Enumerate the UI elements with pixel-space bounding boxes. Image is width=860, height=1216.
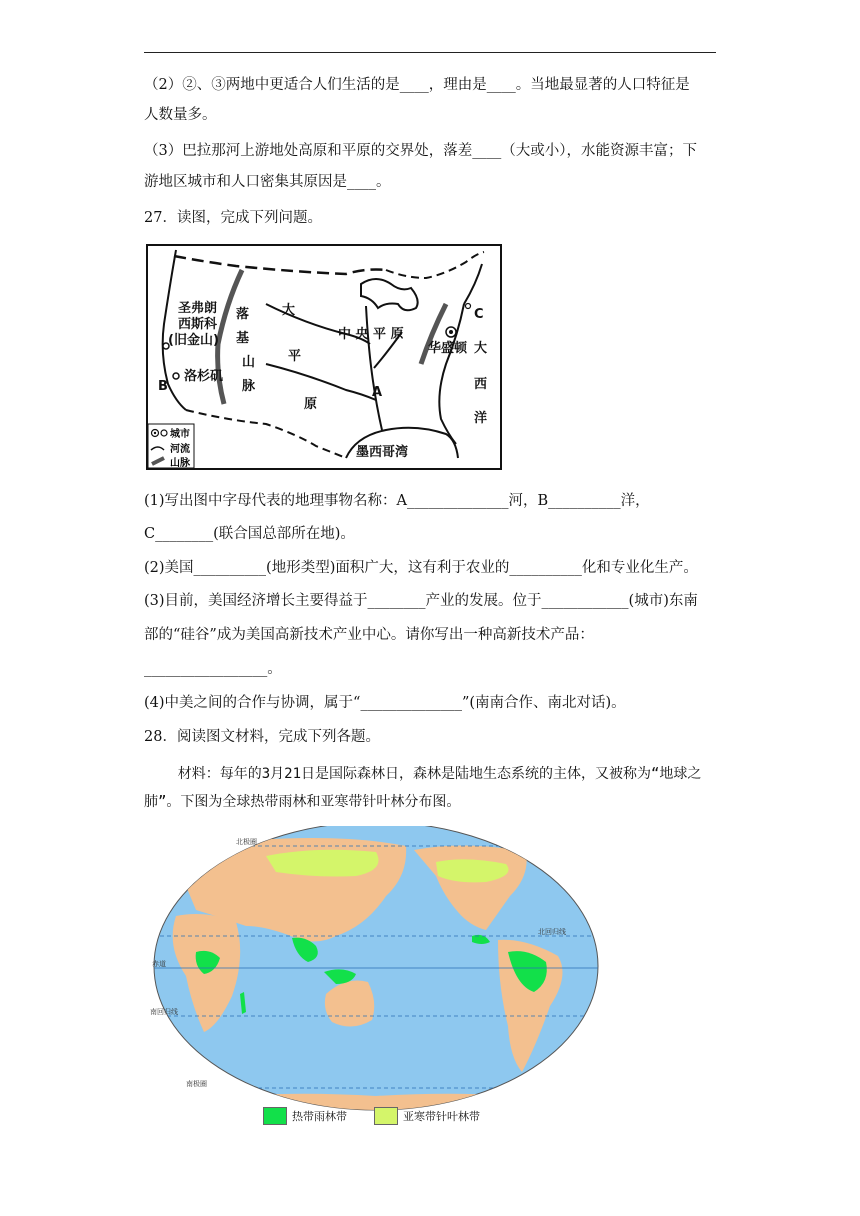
- label-central-plain: 中 央 平 原: [338, 327, 404, 342]
- question-27-3-line-3: _________________。: [144, 661, 282, 677]
- label-rocky-4: 脉: [242, 379, 256, 394]
- material-text: 材料：每年的3月21日是国际森林日，森林是陆地生态系统的主体，又被称为“地球之肺”。下图为全球热带雨林和亚寒带针叶林分布图。: [144, 766, 702, 810]
- question-3-line-1: （3）巴拉那河上游地处高原和平原的交界处，落差____（大或小），水能资源丰富；下: [144, 143, 697, 159]
- label-antarctic-circle: 南极圈: [186, 1080, 207, 1088]
- label-rocky-3: 山: [242, 355, 256, 370]
- label-washington: 华盛顿: [428, 341, 468, 356]
- label-c: C: [474, 307, 484, 322]
- label-arctic-circle: 北极圈: [236, 838, 257, 846]
- label-tropic-of-capricorn: 南回归线: [150, 1008, 178, 1016]
- legend-taiga-label: 亚寒带针叶林带: [403, 1110, 480, 1123]
- label-rocky-1: 落: [236, 307, 250, 322]
- question-2-line-2: 人数量多。: [144, 107, 217, 123]
- label-a: A: [372, 385, 383, 400]
- legend-rainforest-swatch: [263, 1107, 287, 1125]
- question-27-1-line-1: (1)写出图中字母代表的地理事物名称：A______________河，B__________洋，: [144, 493, 650, 509]
- question-2-line-1: （2）②、③两地中更适合人们生活的是____，理由是____。当地最显著的人口特征是: [144, 77, 690, 93]
- label-rocky-2: 基: [236, 331, 250, 346]
- label-sf-1: 圣弗朗: [178, 301, 218, 316]
- question-27-4: (4)中美之间的合作与协调，属于“______________”(南南合作、南北对话)。: [144, 695, 626, 711]
- question-27-3-line-2: 部的“硅谷”成为美国高新技术产业中心。请你写出一种高新技术产品：: [144, 627, 594, 643]
- world-forest-map: [146, 826, 606, 1128]
- label-great-3: 原: [304, 397, 318, 412]
- legend-city: 城市: [170, 429, 190, 440]
- question-28-heading: 28．阅读图文材料，完成下列各题。: [144, 729, 380, 745]
- label-tropic-of-cancer: 北回归线: [538, 928, 566, 936]
- label-equator: 赤道: [152, 960, 166, 968]
- question-27-3-line-1: (3)目前，美国经济增长主要得益于________产业的发展。位于____________(城市)东南: [144, 593, 698, 609]
- label-great-2: 平: [288, 349, 302, 364]
- label-atlantic-1: 大: [474, 341, 488, 356]
- legend-rainforest-label: 热带雨林带: [292, 1110, 347, 1123]
- legend-river: 河流: [170, 444, 190, 455]
- label-atlantic-3: 洋: [474, 411, 488, 426]
- label-b: B: [158, 379, 168, 394]
- label-atlantic-2: 西: [474, 377, 488, 392]
- question-27-2: (2)美国__________(地形类型)面积广大，这有利于农业的__________化和专业化生产。: [144, 560, 698, 576]
- question-27-heading: 27．读图，完成下列问题。: [144, 210, 322, 226]
- header-rule: [144, 52, 716, 53]
- legend-mountain: 山脉: [170, 458, 190, 469]
- question-27-1-line-2: C________(联合国总部所在地)。: [144, 526, 355, 542]
- label-la: 洛杉矶: [184, 369, 224, 384]
- label-sf-2: 西斯科: [178, 317, 218, 332]
- question-3-line-2: 游地区城市和人口密集其原因是____。: [144, 174, 391, 190]
- label-sf-3: (旧金山): [168, 333, 219, 348]
- legend-taiga-swatch: [374, 1107, 398, 1125]
- label-great-1: 大: [282, 303, 296, 318]
- label-gulf-of-mexico: 墨西哥湾: [356, 445, 409, 460]
- us-map: [146, 244, 502, 470]
